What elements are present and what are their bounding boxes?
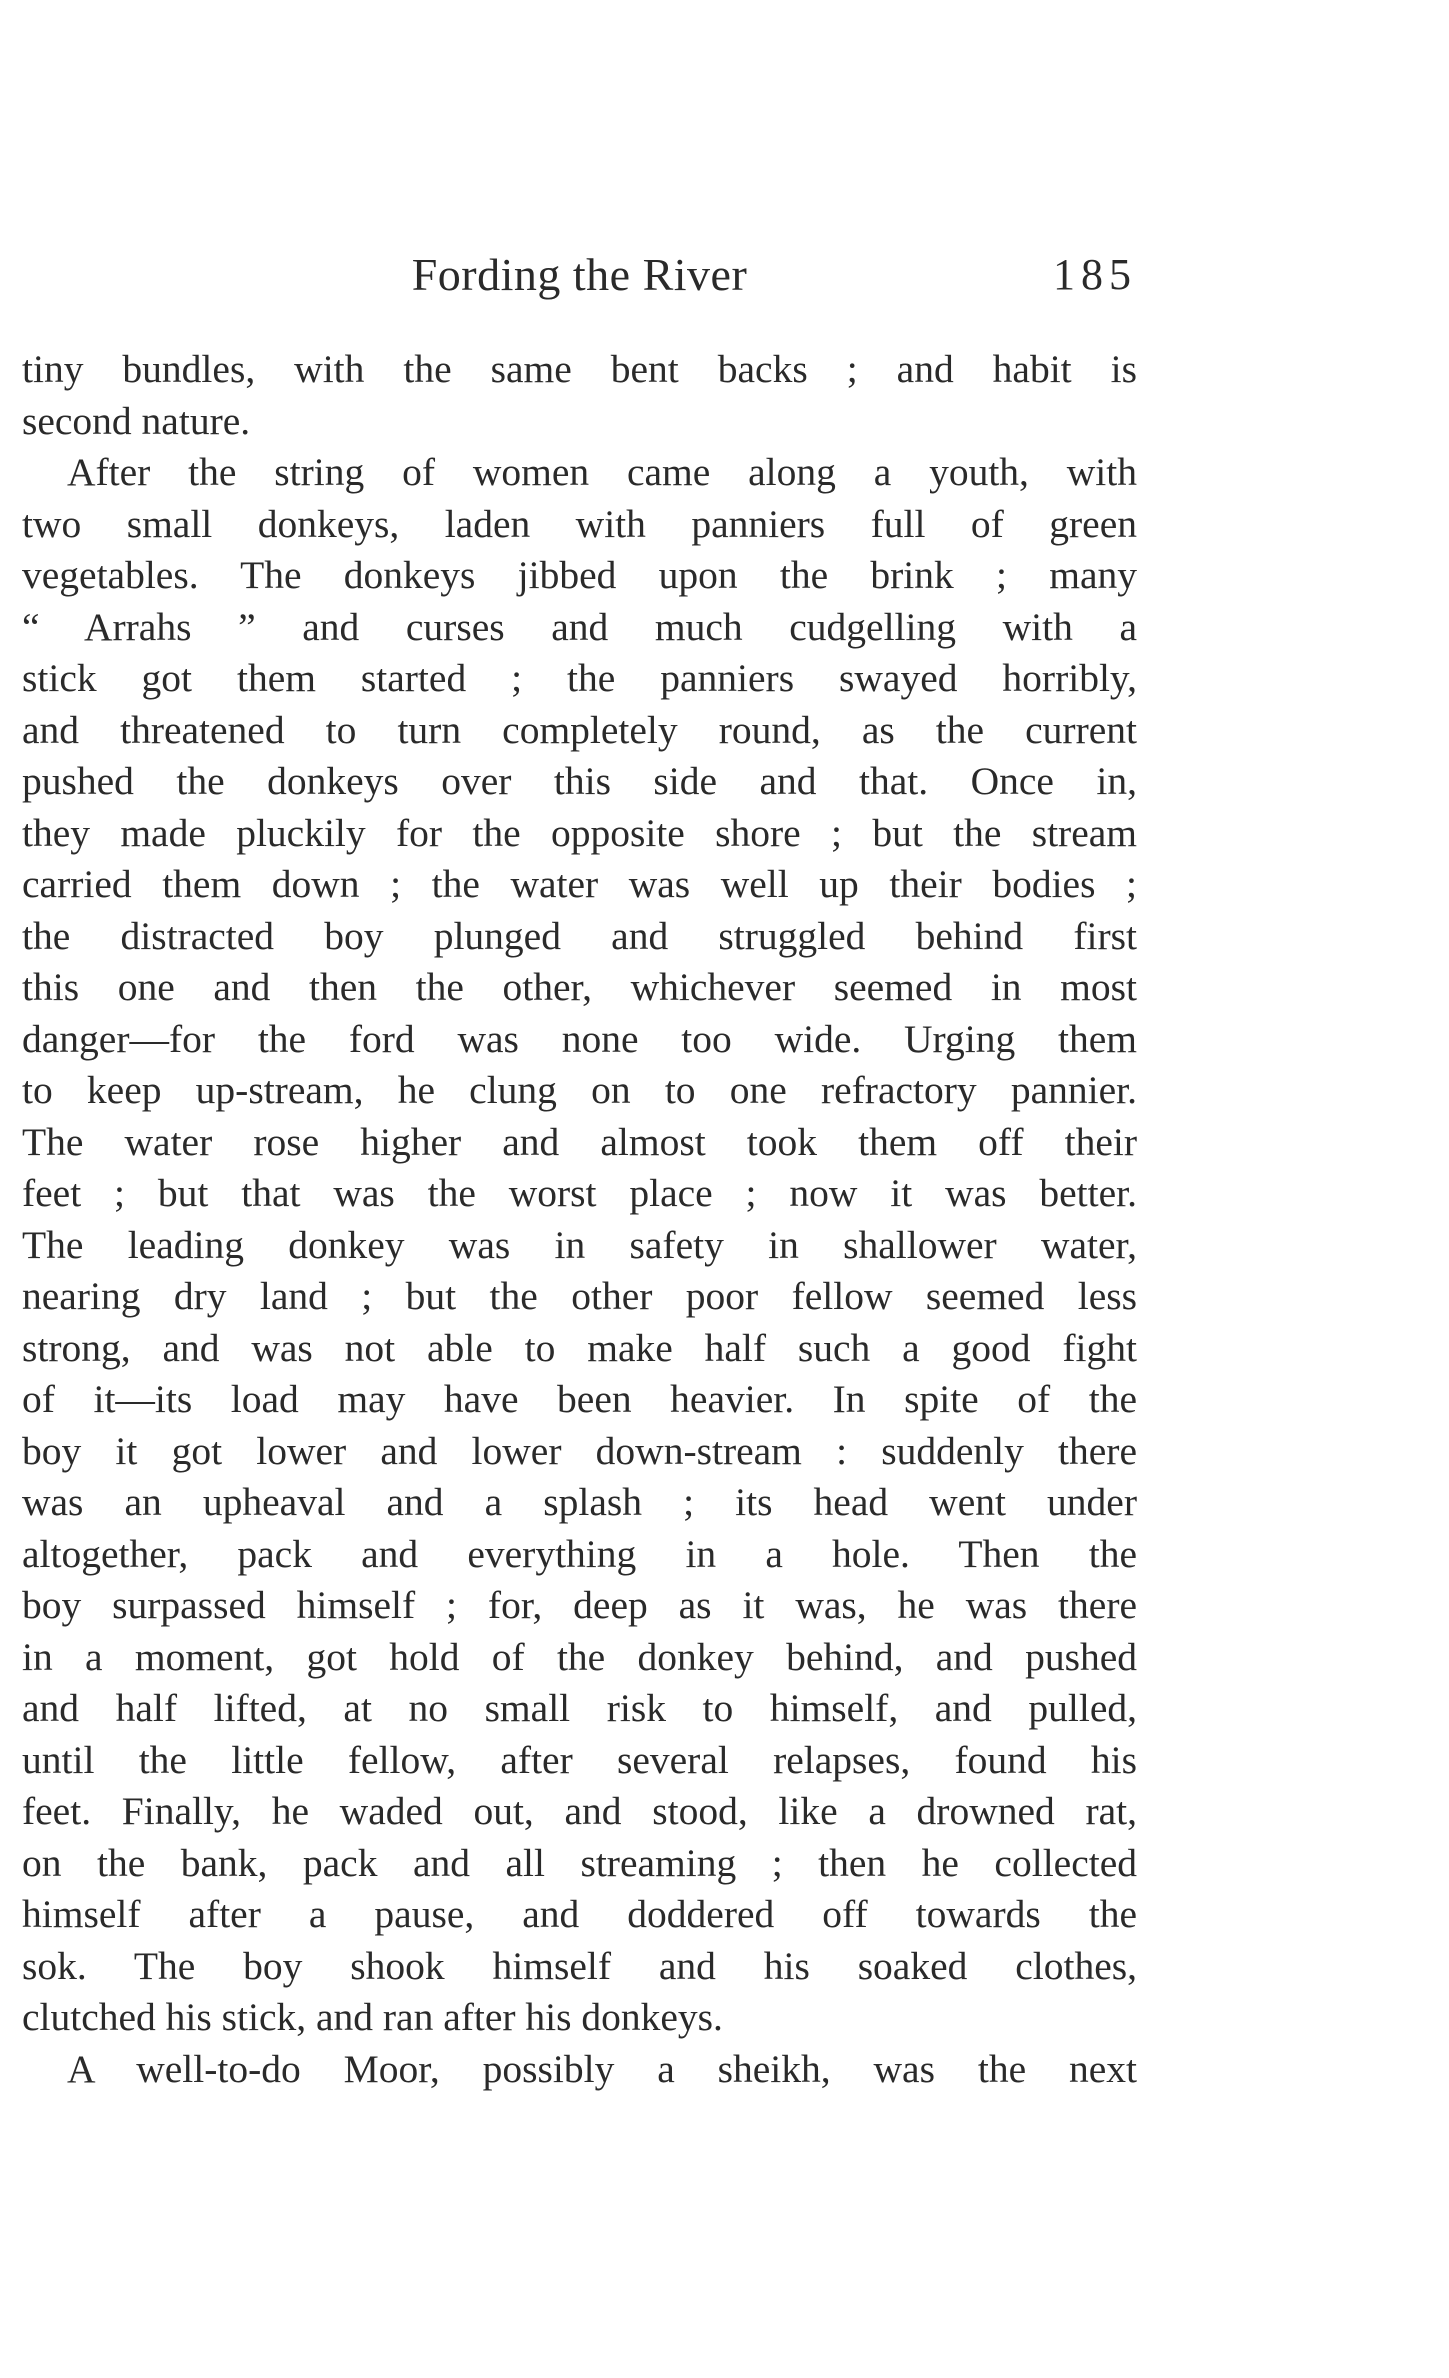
text-line: nearing dry land ; but the other poor fellow seemed less xyxy=(22,1274,1137,1318)
text-line: himself after a pause, and doddered off towards the xyxy=(22,1892,1137,1936)
text-line: tiny bundles, with the same bent backs ; and habit is xyxy=(22,347,1137,391)
text-line: altogether, pack and everything in a hole. Then the xyxy=(22,1531,1137,1576)
text-line: feet. Finally, he waded out, and stood, like a drowned rat, xyxy=(22,1789,1137,1833)
text-line: and half lifted, at no small risk to himself, and pulled, xyxy=(22,1686,1137,1730)
text-line: was an upheaval and a splash ; its head went under xyxy=(22,1480,1137,1524)
text-line: boy surpassed himself ; for, deep as it was, he was there xyxy=(22,1583,1137,1627)
text-line: of it—its load may have been heavier. In spite of the xyxy=(22,1377,1137,1421)
text-line: The leading donkey was in safety in shallower water, xyxy=(22,1222,1137,1267)
text-line: this one and then the other, whichever seemed in most xyxy=(22,965,1137,1009)
text-line: After the string of women came along a youth, with xyxy=(67,450,1137,494)
text-line: the distracted boy plunged and struggled behind first xyxy=(22,913,1137,958)
body-text xyxy=(22,344,1137,2095)
text-line: A well-to-do Moor, possibly a sheikh, was the next xyxy=(67,2046,1137,2091)
text-line: they made pluckily for the opposite shore ; but the stream xyxy=(22,810,1137,855)
text-line: clutched his stick, and ran after his donkeys. xyxy=(22,1995,723,2039)
text-line: “ Arrahs ” and curses and much cudgelling with a xyxy=(22,604,1137,649)
text-line: pushed the donkeys over this side and that. Once in, xyxy=(22,759,1137,803)
text-line: boy it got lower and lower down-stream : suddenly there xyxy=(22,1428,1137,1473)
text-line: vegetables. The donkeys jibbed upon the brink ; many xyxy=(22,553,1137,597)
text-line: to keep up-stream, he clung on to one refractory pannier. xyxy=(22,1068,1137,1112)
running-title: Fording the River xyxy=(411,249,748,300)
text-line: sok. The boy shook himself and his soaked clothes, xyxy=(22,1943,1137,1988)
text-line: feet ; but that was the worst place ; now it was better. xyxy=(22,1171,1137,1215)
text-line: danger—for the ford was none too wide. Urging them xyxy=(22,1016,1137,1061)
text-line: The water rose higher and almost took them off their xyxy=(22,1119,1137,1164)
text-line: stick got them started ; the panniers swayed horribly, xyxy=(22,656,1137,700)
text-line: strong, and was not able to make half such a good fight xyxy=(22,1325,1137,1370)
text-line: carried them down ; the water was well up their bodies ; xyxy=(22,862,1137,906)
page-header xyxy=(22,240,1137,310)
text-line: two small donkeys, laden with panniers full of green xyxy=(22,501,1137,546)
text-line: in a moment, got hold of the donkey behind, and pushed xyxy=(22,1634,1137,1679)
text-line: second nature. xyxy=(22,398,251,443)
text-line: and threatened to turn completely round, as the current xyxy=(22,707,1137,752)
text-line: until the little fellow, after several relapses, found his xyxy=(22,1737,1137,1782)
text-line: on the bank, pack and all streaming ; then he collected xyxy=(22,1840,1137,1885)
page-number: 185 xyxy=(1053,250,1137,299)
